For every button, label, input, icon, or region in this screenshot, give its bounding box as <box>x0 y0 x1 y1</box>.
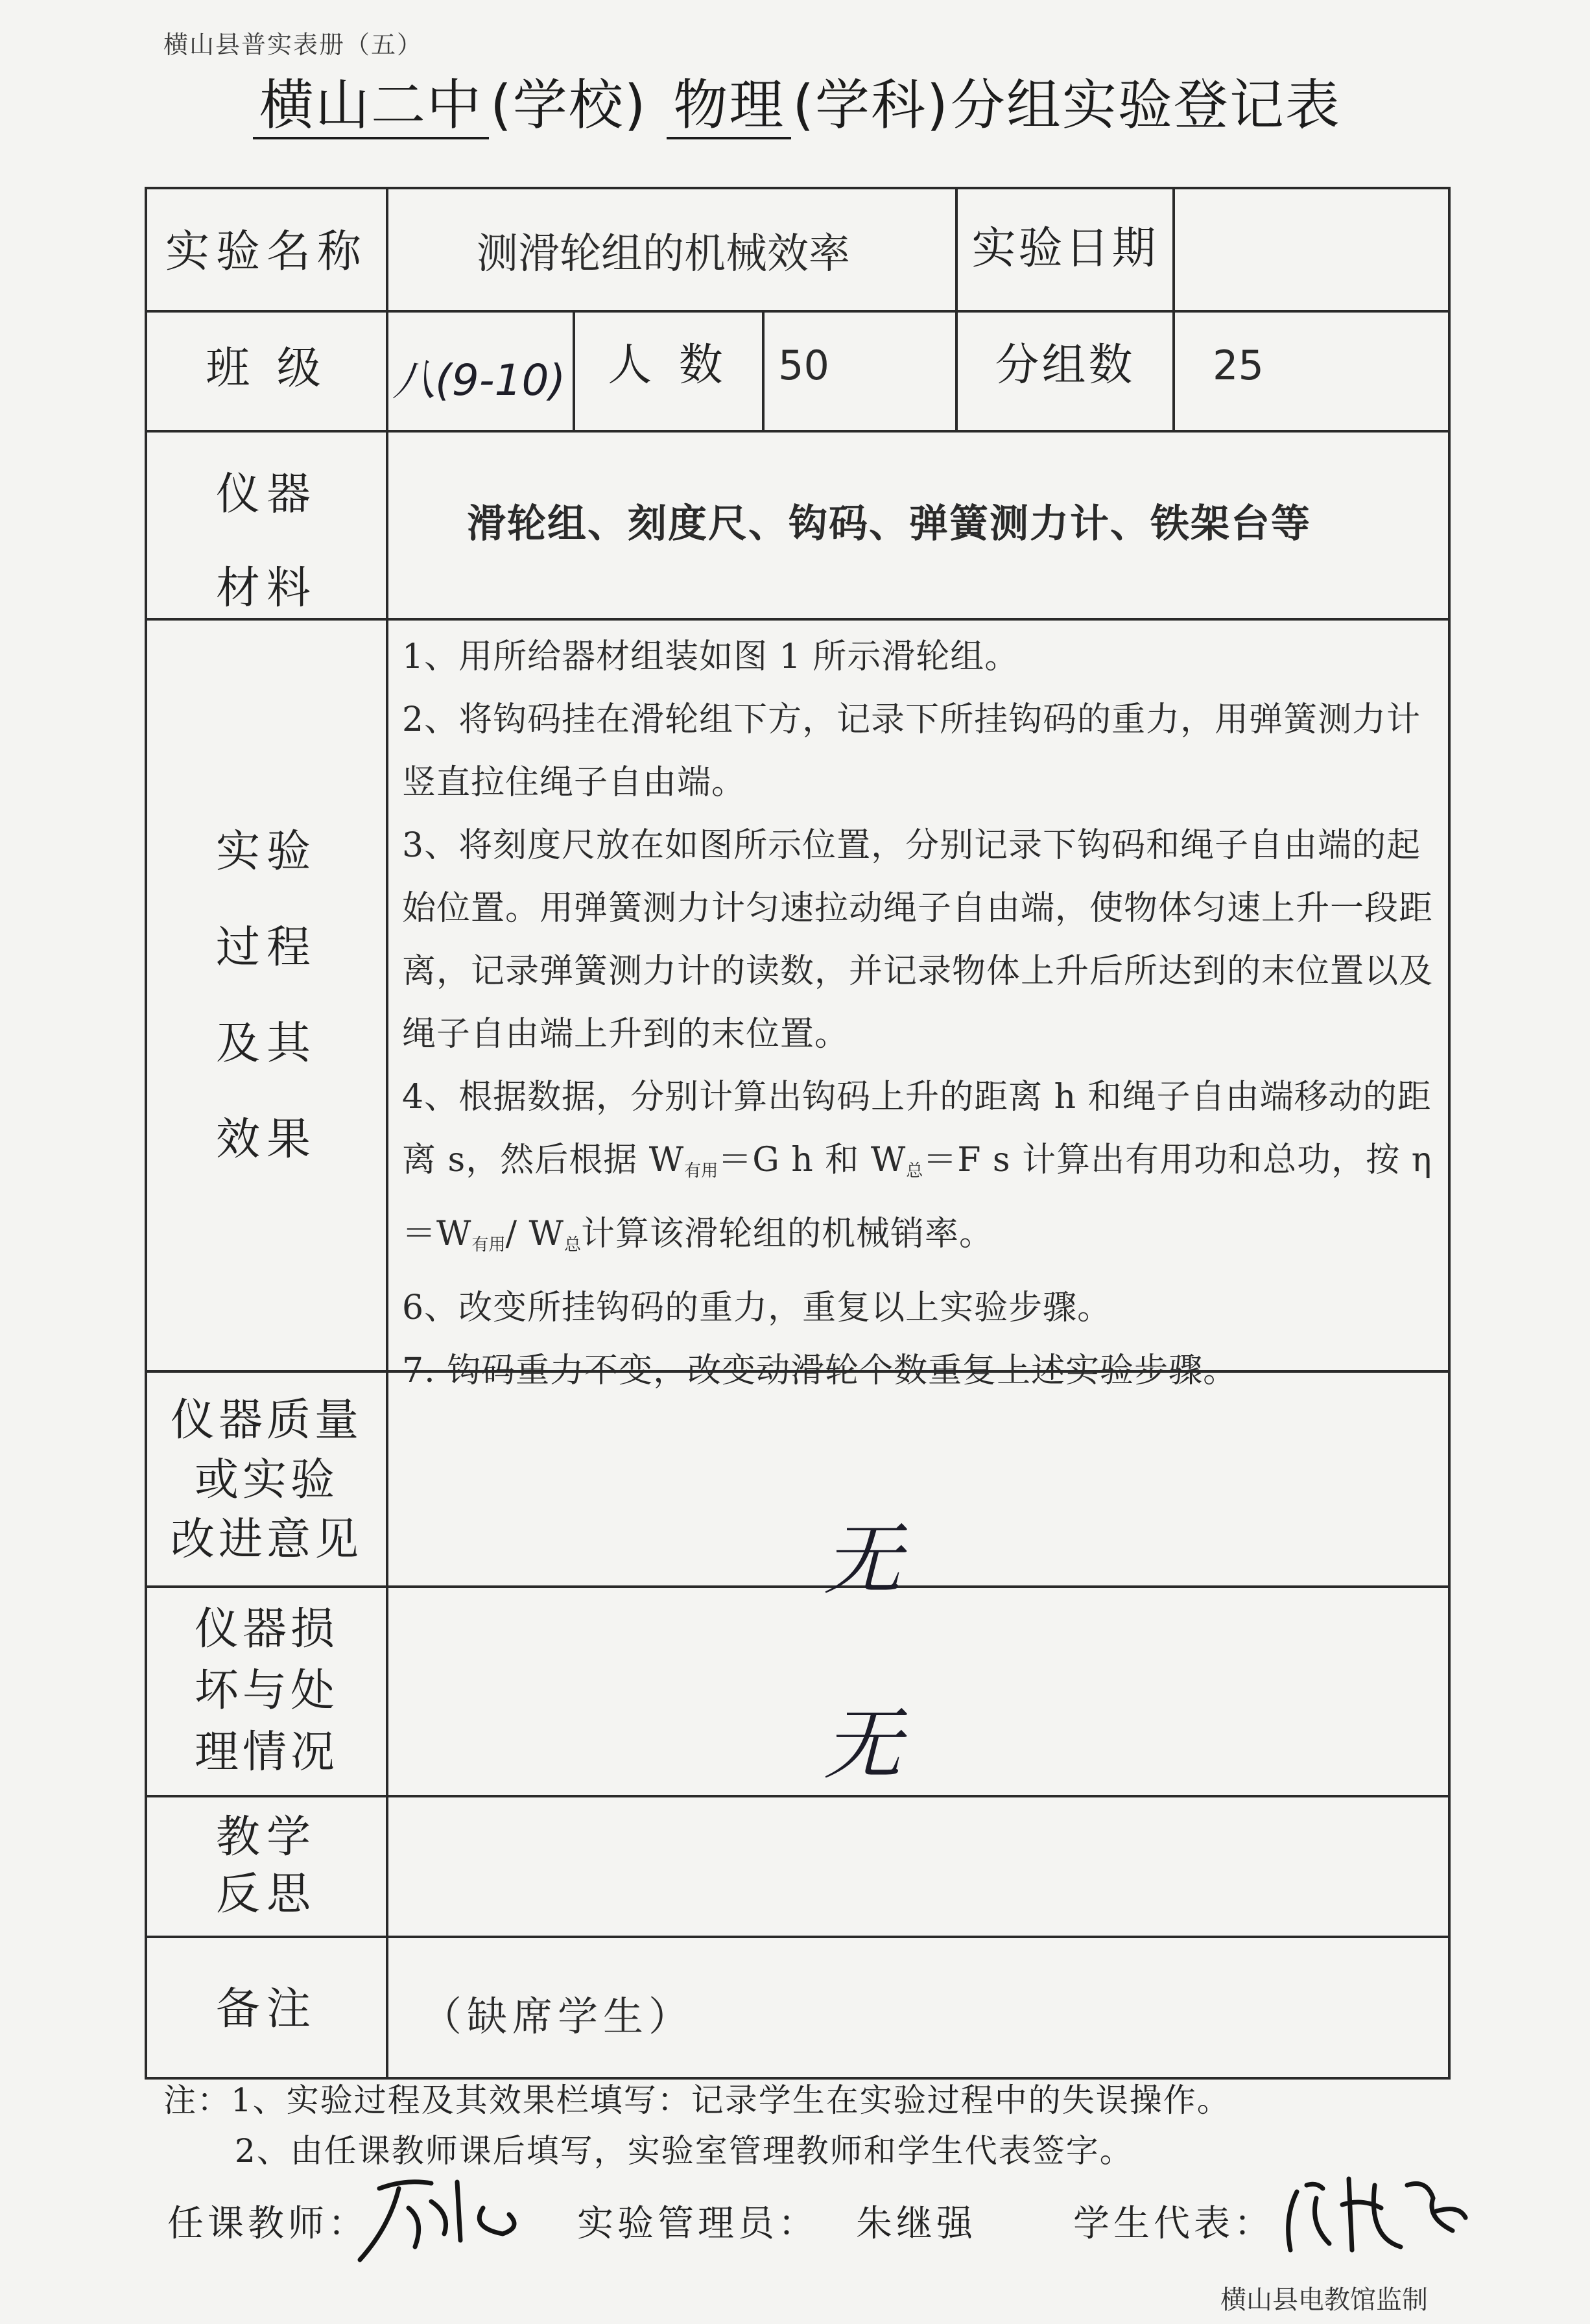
class-label: 班 级 <box>206 343 327 394</box>
note-2: 2、由任课教师课后填写，实验室管理教师和学生代表签字。 <box>235 2132 1133 2170</box>
admin-label: 实验管理员： <box>577 2203 818 2245</box>
quality-value: 无 <box>824 1515 901 1606</box>
experiment-name-label: 实验名称 <box>165 226 368 278</box>
step-2: 2、将钩码挂在滑轮组下方，记录下所挂钩码的重力，用弹簧测力计竖直拉住绳子自由端。 <box>402 700 1421 802</box>
people-value: 50 <box>778 342 829 389</box>
admin-name: 朱继强 <box>856 2203 977 2245</box>
teacher-signature <box>353 2163 548 2273</box>
note-1: 注：1、实验过程及其效果栏填写：记录学生在实验过程中的失误操作。 <box>163 2081 1231 2119</box>
school-name: 横山二中 <box>253 74 489 139</box>
damage-value: 无 <box>824 1700 901 1790</box>
series-label: 横山县普实表册（五） <box>163 30 423 59</box>
class-value: 八(9-10) <box>392 355 566 405</box>
materials-label: 仪器 材料 <box>215 469 317 614</box>
step-4: 4、根据数据，分别计算出钩码上升的距离 h 和绳子自由端移动的距离 s，然后根据 $W_{有用}=G$ h 和 $W_总=F$ s 计算出有用功和总功，按 $\eta=W_{有用}/$ $W_总$计算该滑轮组的机械销率。 <box>402 1078 1432 1255</box>
student-signature <box>1271 2159 1485 2270</box>
experiment-date-label: 实验日期 <box>971 223 1159 274</box>
footer-supervisor: 横山县电教馆监制 <box>1220 2285 1428 2315</box>
people-label: 人 数 <box>608 340 730 391</box>
form-notes <box>163 2075 1231 2176</box>
student-rep-label: 学生代表： <box>1073 2203 1274 2245</box>
school-suffix: (学校) <box>490 73 647 137</box>
step-6: 6、改变所挂钩码的重力，重复以上实验步骤。 <box>402 1288 1112 1327</box>
damage-label: 仪器损 坏与处 理情况 <box>194 1604 338 1778</box>
process-label: 实验 过程 及其 效果 <box>215 826 317 1165</box>
title-rest: 分组实验登记表 <box>950 73 1341 137</box>
reflection-label: 教学 反思 <box>215 1812 317 1920</box>
groups-label: 分组数 <box>995 340 1135 391</box>
step-3: 3、将刻度尺放在如图所示位置，分别记录下钩码和绳子自由端的起始位置。用弹簧测力计匀速拉动绳子自由端，使物体匀速上升一段距离，记录弹簧测力计的读数，并记录物体上升后所达到的末位置以及绳子自由端上升到的末位置。 <box>402 826 1434 1054</box>
step-1: 1、用所给器材组装如图 1 所示滑轮组。 <box>402 637 1019 676</box>
teacher-label: 任课教师： <box>167 2203 368 2245</box>
experiment-name-value: 测滑轮组的机械效率 <box>477 230 850 278</box>
quality-label: 仪器质量 或实验 改进意见 <box>170 1395 362 1565</box>
subject-name: 物理 <box>667 74 791 139</box>
remarks-label: 备注 <box>215 1984 317 2035</box>
materials-value: 滑轮组、刻度尺、钩码、弹簧测力计、铁架台等 <box>467 501 1311 547</box>
step-7: 7. 钩码重力不变，改变动滑轮个数重复上述实验步骤。 <box>402 1351 1238 1390</box>
groups-value: 25 <box>1213 342 1264 389</box>
subject-suffix: (学科) <box>792 73 949 137</box>
process-steps <box>402 626 1440 1403</box>
remarks-value: （缺席学生） <box>421 1993 694 2040</box>
